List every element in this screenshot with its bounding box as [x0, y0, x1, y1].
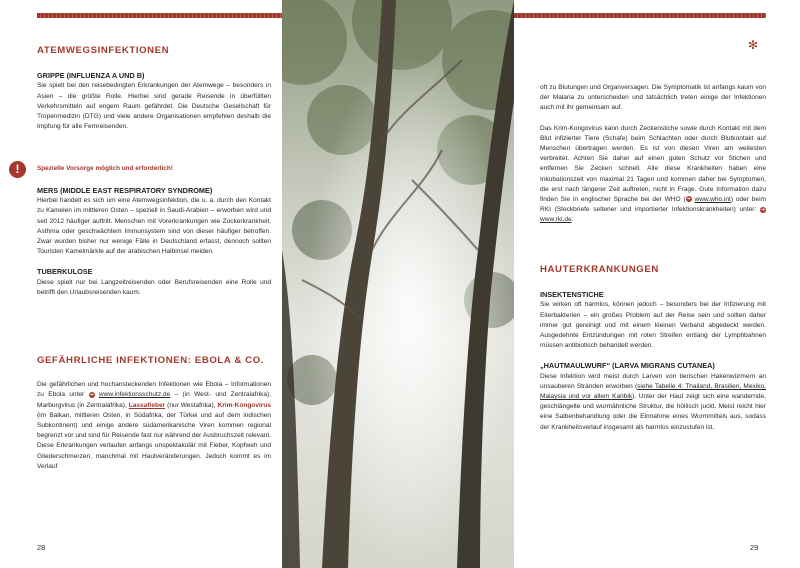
- ebola-text-3: (nur Westafrika),: [165, 401, 216, 409]
- page-number-right: 29: [750, 543, 759, 552]
- top-decor-bar: [37, 13, 282, 18]
- mers-text: Hierbei handelt es sich um eine Atemwegsinfektion, die u. a. durch den Kontakt zu Kamelen im mittleren Osten – speziell in Saudi-Arabien – erworben wird und seit 2012 häufiger auftritt. Menschen mit Vorerkrankungen wie Zuckerkrankheit, Asthma oder geschwächtem Immunsystem sind von dieser häufiger betroffen. Zwar wurden bisher nur wenige Fälle in Deutschland erfasst, dennoch sollten Touristen Kamelmärkte auf der arabischen Halbinsel meiden.: [37, 197, 271, 256]
- flower-icon: ✻: [748, 38, 759, 52]
- section-heading-ebola: GEFÄHRLICHE INFEKTIONEN: EBOLA & CO.: [37, 355, 264, 366]
- ebola-text-1: Die gefährlichen und hochansteckenden Infektionen wie Ebola – Informationen zu Ebola unter: [37, 381, 271, 399]
- grippe-text: Sie spielt bei den reisebedingten Erkrankungen der Atemwege – besonders in Asien – die größte Rolle. Hierbei sind gerade Reisende in überfüllten Verkehrsmitteln auf engem Raum gefährdet. Die Deutsche Gesellschaft für Tropenmedizin (DTG) und viele andere Organisationen empfehlen deshalb die Impfung für alle Fernreisenden.: [37, 82, 271, 131]
- who-link[interactable]: www.who.int: [694, 196, 731, 204]
- insekt-text: Sie wirken oft harmlos, können jedoch – besonders bei der Infizierung mit Eiterbakterien – ein großes Problem auf der Reise sein und sollten daher immer gut gereinigt und mit einem kleinen Verband abgedeckt werden. Ausgedehnte Entzündungen mit roten Streifen entlang der Lymphbahnen müssen antibiotisch behandelt werden.: [540, 301, 766, 350]
- ebola-text: [37, 380, 271, 472]
- hautmaulwurf-text: [540, 372, 766, 433]
- right-page: [514, 0, 800, 568]
- krim-text: Das Krim-Kongovirus kann durch Zeckenstiche sowie durch Kontakt mit dem Blut infizierter Tiere (Schafe) beim Schlachten oder durch Blutkontakt auf Menschen übertragen werden. Es ist von diesen Viren am weitesten verbreitet. Achten Sie daher auf einen guten Schutz vor Stichen und entfernen Sie Zecken schnell. Alle diese Krankheiten haben eine Inkubationszeit von maximal 21 Tagen und kommen daher bei Symptomen, die erst nach längerer Zeit auftreten, nicht in Frage. Gute Information dazu finden Sie in englischer Sprache bei der WHO (: [540, 124, 766, 204]
- krim-paragraph: Das Krim-Kongovirus kann durch Zeckenstiche sowie durch Kontakt mit dem Blut infizierter Tiere (Schafe) beim Schlachten oder durch Blutkontakt auf Menschen übertragen werden. Es ist von diesen Viren am weitesten verbreitet. Achten Sie daher auf einen guten Schutz vor Stichen und entfernen Sie Zecken schnell. Alle diese Krankheiten haben eine Inkubationszeit von maximal 21 Tagen und kommen daher bei Symptomen, die erst nach längerer Zeit auftreten, nicht in Frage. Gute Information dazu finden Sie in englischer Sprache bei der WHO (➔ www.who.int) oder beim RKI (Steckbriefe seltener und importierter Infektionskrankheiten) unter: ➔ www.rki.de.: [540, 124, 766, 224]
- forest-image: [282, 0, 514, 568]
- forest-photo: [282, 0, 514, 568]
- krim-text-b: ) oder beim RKI (Steckbriefe seltener und importierter Infektionskrankheiten) unter:: [540, 196, 766, 214]
- tb-title: TUBERKULOSE: [37, 267, 93, 277]
- hautmaulwurf-title: „HAUTMAULWURF“ (LARVA MIGRANS CUTANEA): [540, 361, 715, 371]
- continuation-text: oft zu Blutungen und Organversagen. Die Symptomatik ist anfangs kaum von der Malaria zu unterscheiden und tatsächlich treten einige der Infektionen auch mit ihr gemeinsam auf.: [540, 84, 766, 112]
- page-number-left: 28: [37, 543, 46, 552]
- section-heading-haut: HAUTERKRANKUNGEN: [540, 264, 659, 275]
- external-link-icon: ➔: [89, 391, 94, 398]
- left-column-mid: [37, 186, 271, 308]
- warning-note: Spezielle Vorsorge möglich und erforderlich!: [37, 165, 173, 172]
- rki-link[interactable]: www.rki.de: [540, 216, 572, 224]
- right-column-top: [540, 83, 766, 236]
- warning-icon: !: [9, 161, 26, 178]
- left-column-top: [37, 46, 271, 142]
- left-page: [0, 0, 282, 568]
- ebola-text-4: (im Balkan, mittleren Osten, in Südafrika, der Türkei und auf dem indischen Subkontinent) und einige andere südamerikanische Viren kommen regional begrenzt vor und sind für Reisende fast nur während der Ausbruchszeit relevant. Diese Erkrankungen verlaufen anfangs unspektakulär mit Fieber, Kopfweh und Gliederschmerzen, manchmal mit Hautveränderungen. Jedoch kommt es im Verlauf: [37, 411, 271, 470]
- left-column-bottom: [37, 356, 271, 482]
- right-column-bottom: [540, 265, 766, 443]
- external-link-icon-rki: ➔: [760, 206, 766, 213]
- ebola-text-2: – (in West- und Zentralafrika), Marburgvirus (in Zentralafrika),: [37, 391, 271, 409]
- insekt-title: INSEKTENSTICHE: [540, 290, 604, 300]
- infektionsschutz-link[interactable]: www.infektionsschutz.de: [98, 391, 171, 399]
- top-decor-bar-right: [514, 13, 766, 18]
- tb-text: Diese spielt nur bei Langzeitreisenden oder Berufsreisenden eine Rolle und betrifft den Urlaubsreisenden kaum.: [37, 278, 271, 296]
- grippe-title: GRIPPE (INFLUENZA A UND B): [37, 71, 145, 81]
- haut-text-2: ). Unter der Haut zeigt sich eine wandernde, geschlängelte und wurmähnliche Struktur, die höllisch juckt. Meist reicht hier eine Salbenbehandlung oder die Einnahme eines Wurmmittels aus, sodass der Krankheitsverlauf insgesamt als harmlos einzustufen ist.: [540, 393, 766, 431]
- lassa-term: Lassafieber: [128, 401, 166, 409]
- haut-text-1: Diese Infektion wird meist durch Larven von tierischen Hakenwürmern an unsauberen Stränden erworben (: [540, 372, 766, 390]
- krim-term: Krim-Kongovirus: [217, 401, 271, 409]
- table-reference-link[interactable]: siehe Tabelle 4: Thailand, Brasilien, Mexiko, Malaysia und vor allem Karibik: [540, 382, 766, 401]
- section-heading-atemweg: ATEMWEGSINFEKTIONEN: [37, 45, 170, 56]
- external-link-icon-who: ➔: [686, 196, 691, 203]
- mers-title: MERS (MIDDLE EAST RESPIRATORY SYNDROME): [37, 186, 213, 195]
